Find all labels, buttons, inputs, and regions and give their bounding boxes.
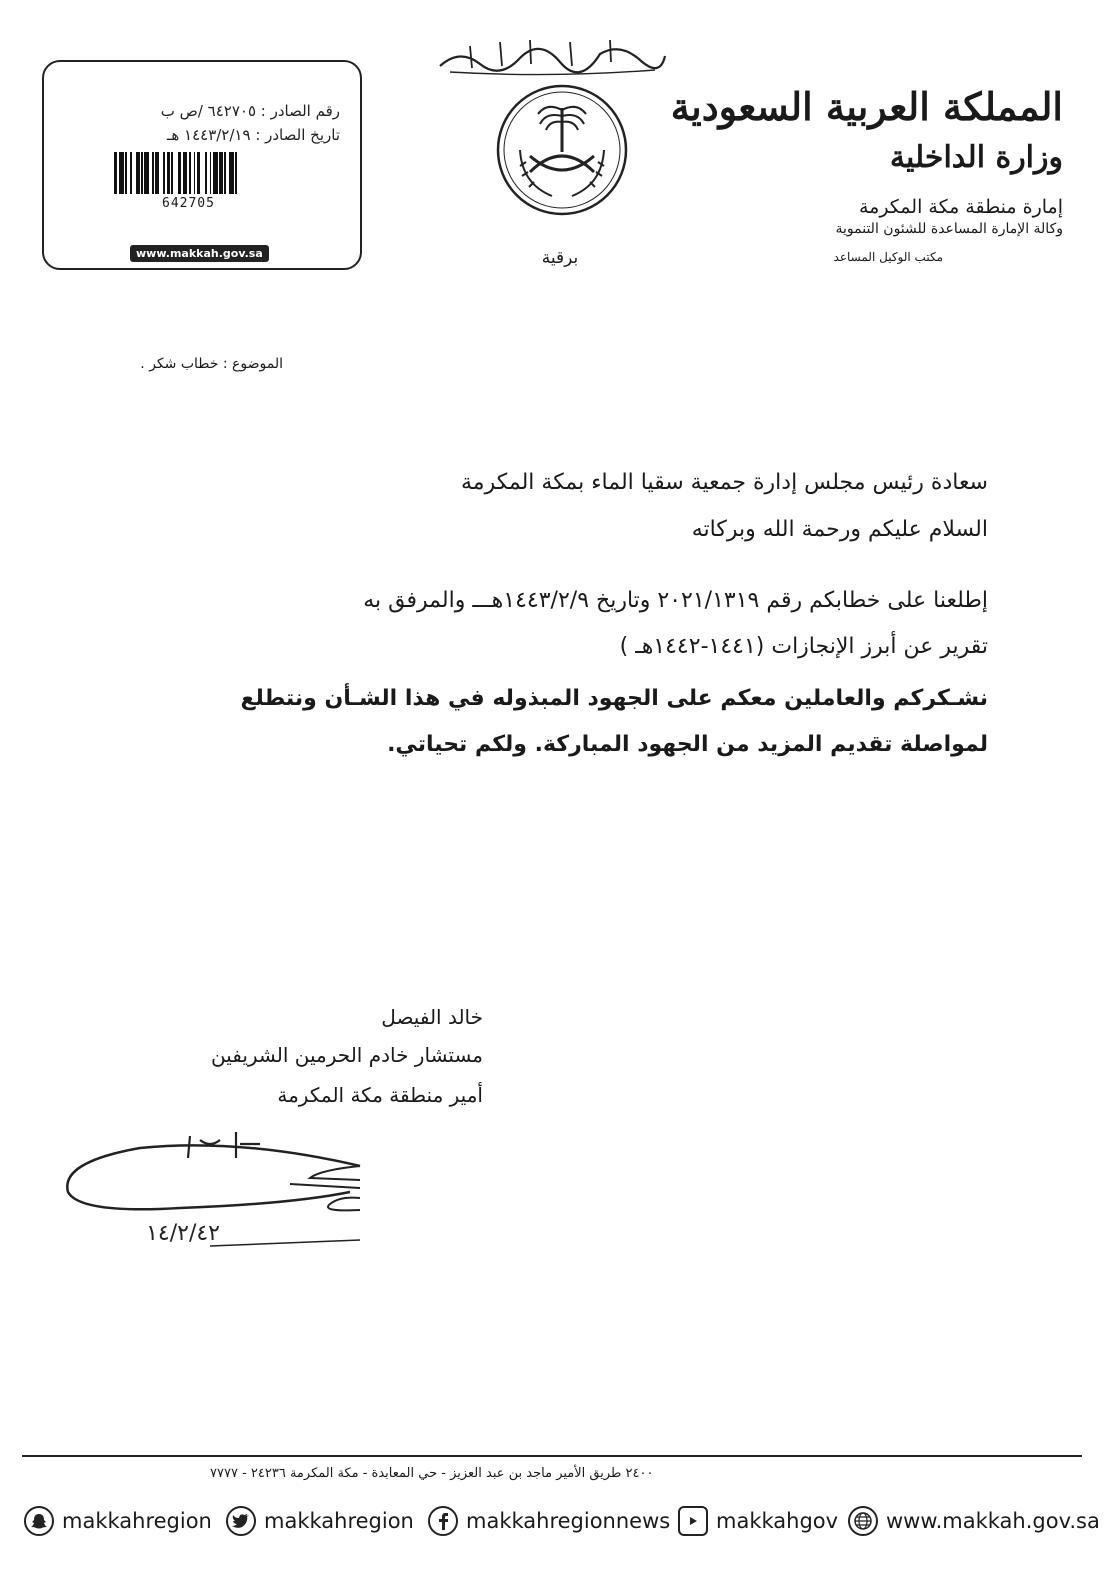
body-paragraph-line: إطلعنا على خطابكم رقم ٢٠٢١/١٣١٩ وتاريخ ١٤٤٣/٢/٩هـــ والمرفق به (363, 588, 988, 613)
body-paragraph-line: لمواصلة تقديم المزيد من الجهود المباركة. ولكم تحياتي. (387, 732, 988, 757)
footer-divider (22, 1455, 1082, 1457)
ministry-title: وزارة الداخلية (889, 140, 1063, 175)
kingdom-title: المملكة العربية السعودية (670, 84, 1063, 129)
subject-line: الموضوع : خطاب شكر . (140, 356, 283, 372)
emirate-title: إمارة منطقة مكة المكرمة (858, 196, 1063, 218)
social-website[interactable] (848, 1504, 1100, 1538)
social-label: makkahregionnews (466, 1509, 671, 1533)
signature-date: ١٤/٢/٤٢ (146, 1221, 220, 1246)
barcode (114, 152, 344, 194)
social-label: www.makkah.gov.sa (886, 1509, 1100, 1533)
social-label: makkahregion (264, 1509, 414, 1533)
addressee-line: سعادة رئيس مجلس إدارة جمعية سقيا الماء بمكة المكرمة (461, 470, 988, 495)
youtube-icon (678, 1506, 708, 1536)
body-paragraph-line: تقرير عن أبرز الإنجازات (١٤٤١-١٤٤٢هـ ) (619, 634, 988, 659)
handwritten-signature (60, 1118, 400, 1258)
office-title: مكتب الوكيل المساعد (833, 250, 943, 264)
signatory-name: خالد الفيصل (381, 1005, 483, 1029)
classification-label: برقية (541, 248, 579, 268)
social-twitter[interactable] (226, 1504, 414, 1538)
issue-number: رقم الصادر : ٦٤٢٧٠٥ /ص ب (160, 102, 340, 120)
saudi-emblem-icon (492, 80, 632, 220)
twitter-icon (226, 1506, 256, 1536)
body-paragraph-line: نشـكركم والعاملين معكم على الجهود المبذوله في هذا الشـأن ونتطلع (240, 686, 988, 711)
barcode-number: 642705 (162, 196, 215, 211)
reference-stamp (42, 60, 362, 270)
greeting-line: السلام عليكم ورحمة الله وبركاته (691, 517, 988, 542)
social-label: makkahregion (62, 1509, 212, 1533)
signatory-title: مستشار خادم الحرمين الشريفين (210, 1043, 483, 1067)
basmala-calligraphy (430, 28, 670, 78)
agency-title: وكالة الإمارة المساعدة للشئون التنموية (835, 221, 1063, 237)
social-label: makkahgov (716, 1509, 839, 1533)
social-youtube[interactable] (678, 1504, 838, 1538)
facebook-icon (428, 1506, 458, 1536)
social-snapchat[interactable] (24, 1504, 212, 1538)
barcode-bar (237, 152, 240, 194)
stamp-url: www.makkah.gov.sa (130, 245, 269, 262)
social-facebook[interactable] (428, 1504, 670, 1538)
issue-date: تاريخ الصادر : ١٤٤٣/٢/١٩ هـ (166, 126, 340, 144)
globe-icon (848, 1506, 878, 1536)
signatory-title: أمير منطقة مكة المكرمة (277, 1083, 483, 1107)
snapchat-icon (24, 1506, 54, 1536)
footer-address: ٢٤٠٠ طريق الأمير ماجد بن عبد العزيز - حي المعابدة - مكة المكرمة ٢٤٢٣٦ - ٧٧٧٧ (210, 1466, 654, 1481)
